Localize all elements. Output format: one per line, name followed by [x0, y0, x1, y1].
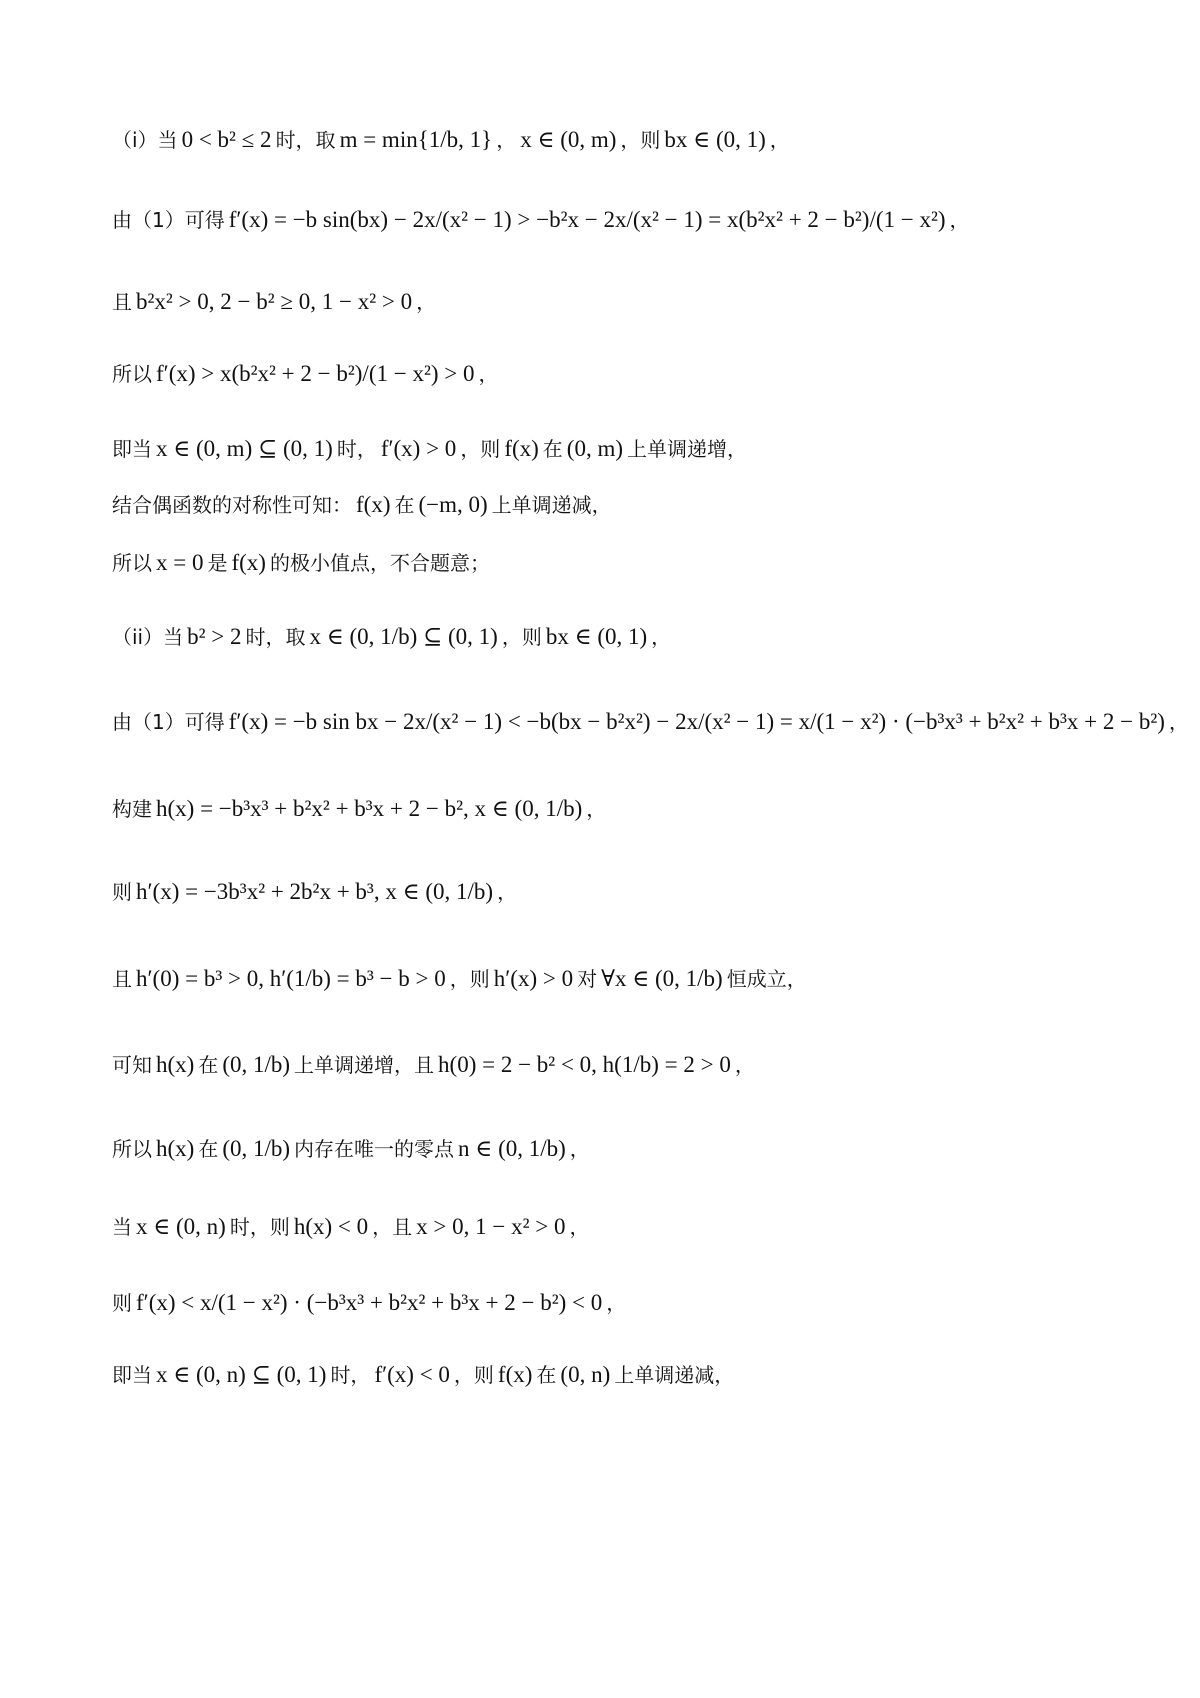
text-segment: 结合偶函数的对称性可知：	[112, 492, 352, 517]
text-segment: 则	[112, 879, 132, 904]
text-segment: 时，	[330, 1362, 371, 1387]
math-expression: x = 0	[156, 550, 204, 575]
text-segment: 上单调递减，	[491, 492, 612, 517]
text-segment: ，则	[460, 436, 501, 461]
text-segment: ，	[734, 1052, 755, 1077]
math-expression: h(x)	[156, 1052, 195, 1077]
math-expression: h(0) = 2 − b² < 0, h(1/b) = 2 > 0	[438, 1052, 731, 1077]
text-segment: ，	[496, 127, 517, 152]
solution-line	[112, 710, 1189, 733]
math-expression: h(x) < 0	[293, 1214, 369, 1239]
text-segment: 由（1）可得	[112, 207, 225, 232]
text-segment: 上单调递增，	[627, 436, 748, 461]
text-segment: 且	[112, 966, 132, 991]
math-expression: f′(x) < x/(1 − x²) · (−b³x³ + b²x² + b³x + 2 − b²) < 0	[136, 1290, 603, 1315]
text-segment: 上单调递减，	[614, 1362, 735, 1387]
text-segment: ，	[769, 127, 790, 152]
math-expression: h′(0) = b³ > 0, h′(1/b) = b³ − b > 0	[136, 966, 446, 991]
text-segment: ，	[606, 1290, 627, 1315]
solution-line	[112, 493, 612, 516]
solution-line	[112, 437, 747, 460]
text-segment: ，则	[501, 624, 542, 649]
math-expression: x ∈ (0, m) ⊆ (0, 1)	[156, 436, 333, 461]
text-segment: ，	[586, 796, 607, 821]
text-segment: 所以	[112, 361, 152, 386]
text-segment: ，则	[620, 127, 661, 152]
solution-line	[112, 290, 436, 313]
math-expression: x ∈ (0, n) ⊆ (0, 1)	[156, 1362, 327, 1387]
text-segment: （ii）当	[112, 624, 184, 649]
solution-line	[112, 625, 671, 648]
solution-line	[112, 551, 490, 574]
math-expression: b² > 2	[187, 624, 242, 649]
math-expression: h(x) = −b³x³ + b²x² + b³x + 2 − b², x ∈ (0, 1/b)	[156, 796, 583, 821]
math-expression: (0, n)	[560, 1362, 611, 1387]
text-segment: ，	[569, 1136, 590, 1161]
text-segment: 对	[577, 966, 598, 991]
text-segment: 时，取	[245, 624, 306, 649]
math-expression: x ∈ (0, n)	[136, 1214, 226, 1239]
math-expression: (0, m)	[566, 436, 624, 461]
text-segment: 构建	[112, 796, 152, 821]
text-segment: 上单调递增，且	[294, 1052, 435, 1077]
solution-line	[112, 797, 606, 820]
text-segment: 时，取	[275, 127, 336, 152]
text-segment: 的极小值点，不合题意；	[269, 550, 490, 575]
text-segment: ，	[497, 879, 518, 904]
text-segment: ，且	[372, 1214, 413, 1239]
text-segment: 即当	[112, 1362, 152, 1387]
text-segment: 可知	[112, 1052, 152, 1077]
math-expression: (0, 1/b)	[222, 1052, 291, 1077]
math-expression: n ∈ (0, 1/b)	[458, 1136, 566, 1161]
text-segment: ，	[478, 361, 499, 386]
math-expression: f′(x) = −b sin(bx) − 2x/(x² − 1) > −b²x − 2x/(x² − 1) = x(b²x² + 2 − b²)/(1 − x²)	[228, 207, 946, 232]
math-expression: f′(x) > x(b²x² + 2 − b²)/(1 − x²) > 0	[156, 361, 475, 386]
text-segment: ，	[949, 207, 970, 232]
text-segment: 当	[112, 1214, 132, 1239]
math-expression: m = min{1/b, 1}	[339, 127, 493, 152]
text-segment: 时，	[336, 436, 377, 461]
text-segment: 在	[542, 436, 563, 461]
math-expression: bx ∈ (0, 1)	[664, 127, 766, 152]
text-segment: 在	[536, 1362, 557, 1387]
solution-line	[112, 362, 498, 385]
solution-line	[112, 1363, 734, 1386]
math-expression: b²x² > 0, 2 − b² ≥ 0, 1 − x² > 0	[136, 289, 413, 314]
text-segment: 恒成立，	[726, 966, 807, 991]
text-segment: ，	[651, 624, 672, 649]
math-expression: f′(x) = −b sin bx − 2x/(x² − 1) < −b(bx − b²x²) − 2x/(x² − 1) = x/(1 − x²) · (−b³x³ + b²x² + b³x + 2 − b²)	[228, 709, 1165, 734]
math-expression: bx ∈ (0, 1)	[545, 624, 648, 649]
math-expression: 0 < b² ≤ 2	[181, 127, 272, 152]
math-expression: x > 0, 1 − x² > 0	[416, 1214, 566, 1239]
text-segment: 内存在唯一的零点	[294, 1136, 455, 1161]
text-segment: 在	[198, 1136, 219, 1161]
math-expression: f(x)	[497, 1362, 533, 1387]
text-segment: 由（1）可得	[112, 709, 225, 734]
solution-line	[112, 208, 970, 231]
math-expression: h′(x) > 0	[493, 966, 574, 991]
text-segment: 在	[394, 492, 415, 517]
text-segment: 在	[198, 1052, 219, 1077]
text-segment: 即当	[112, 436, 152, 461]
solution-line	[112, 128, 790, 151]
math-expression: h(x)	[156, 1136, 195, 1161]
math-expression: f(x)	[231, 550, 266, 575]
text-segment: 时，则	[229, 1214, 290, 1239]
text-segment: （i）当	[112, 127, 178, 152]
math-expression: f(x)	[504, 436, 539, 461]
math-expression: x ∈ (0, 1/b) ⊆ (0, 1)	[309, 624, 498, 649]
text-segment: 且	[112, 289, 132, 314]
text-segment: 所以	[112, 550, 152, 575]
text-segment: 所以	[112, 1136, 152, 1161]
solution-line	[112, 1053, 755, 1076]
math-expression: f(x)	[356, 492, 391, 517]
solution-line	[112, 967, 807, 990]
math-expression: f′(x) > 0	[380, 436, 457, 461]
text-segment: 则	[112, 1290, 132, 1315]
solution-line	[112, 880, 517, 903]
math-expression: (0, 1/b)	[222, 1136, 291, 1161]
text-segment: 是	[207, 550, 228, 575]
text-segment: ，则	[453, 1362, 494, 1387]
text-segment: ，	[1168, 709, 1189, 734]
solution-line	[112, 1215, 589, 1238]
math-expression: f′(x) < 0	[374, 1362, 450, 1387]
solution-line	[112, 1137, 590, 1160]
text-segment: ，	[569, 1214, 590, 1239]
math-expression: h′(x) = −3b³x² + 2b²x + b³, x ∈ (0, 1/b)	[136, 879, 494, 904]
math-expression: x ∈ (0, m)	[520, 127, 617, 152]
solution-line	[112, 1291, 626, 1314]
math-expression: ∀x ∈ (0, 1/b)	[601, 966, 723, 991]
text-segment: ，则	[449, 966, 490, 991]
math-expression: (−m, 0)	[418, 492, 488, 517]
text-segment: ，	[416, 289, 437, 314]
